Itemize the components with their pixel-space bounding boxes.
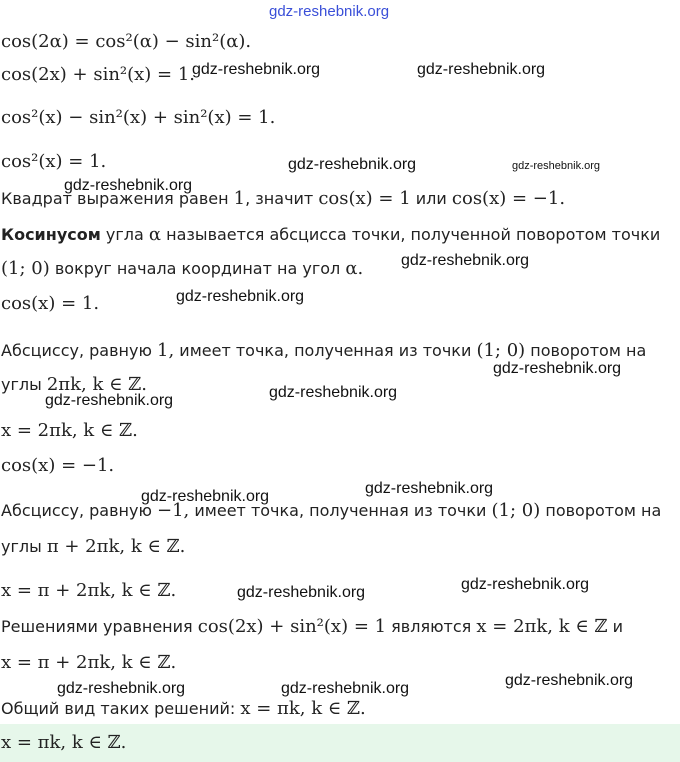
math-segment: 2πk, k ∈ ℤ. [46, 374, 147, 395]
formula-solution-2-repeat: x = π + 2πk, k ∈ ℤ. [1, 652, 177, 673]
term-cosine: Косинусом [1, 225, 101, 244]
text-segment: Решениями уравнения [1, 617, 193, 636]
watermark-text: gdz-reshebnik.org [365, 480, 494, 497]
text-segment: Квадрат выражения равен [1, 189, 229, 208]
formula-double-angle: cos(2α) = cos²(α) − sin²(α). [1, 31, 252, 52]
math-segment: α [148, 224, 162, 245]
text-segment: , значит [245, 189, 314, 208]
text-segment: являются [391, 617, 472, 636]
math-segment: 1 [233, 188, 246, 209]
text-segment: и [612, 617, 624, 636]
math-segment: (1; 0) [491, 500, 541, 521]
formula-solution-2: x = π + 2πk, k ∈ ℤ. [1, 580, 177, 601]
watermark-text: gdz-reshebnik.org [269, 3, 390, 20]
text-segment: Абсциссу, равную [1, 341, 152, 360]
formula-cos-squared: cos²(x) = 1. [1, 151, 107, 172]
text-angles-2 [1, 536, 185, 557]
text-angles-1 [1, 374, 147, 395]
text-segment: имеет точка, полученная из точки [194, 501, 487, 520]
text-segment: Общий вид таких решений: [1, 699, 236, 718]
math-segment: 1, [157, 340, 175, 361]
watermark-text: gdz-reshebnik.org [192, 61, 321, 78]
math-segment: x = πk, k ∈ ℤ. [240, 698, 366, 719]
math-segment: π + 2πk, k ∈ ℤ. [46, 536, 186, 557]
watermark-text: gdz-reshebnik.org [281, 680, 410, 697]
text-segment: углы [1, 537, 42, 556]
text-cosine-definition [1, 224, 660, 245]
watermark-text: gdz-reshebnik.org [512, 160, 601, 172]
watermark-text: gdz-reshebnik.org [417, 61, 546, 78]
text-solutions-summary [1, 616, 623, 637]
formula-substituted: cos²(x) − sin²(x) + sin²(x) = 1. [1, 107, 276, 128]
text-segment: или [415, 189, 447, 208]
formula-equation: cos(2x) + sin²(x) = 1. [1, 64, 196, 85]
math-segment: α. [345, 258, 364, 279]
formula-solution-1: x = 2πk, k ∈ ℤ. [1, 420, 138, 441]
watermark-text: gdz-reshebnik.org [237, 584, 366, 601]
watermark-text: gdz-reshebnik.org [288, 156, 417, 173]
math-segment: cos(2x) + sin²(x) = 1 [197, 616, 387, 637]
text-segment: углы [1, 375, 42, 394]
text-abscissa-minus-1 [1, 500, 661, 521]
text-abscissa-1 [1, 340, 646, 361]
text-square-explanation [1, 188, 565, 209]
text-segment: называется абсцисса точки, полученной поворотом точки [166, 225, 661, 244]
text-segment: поворотом на [545, 501, 662, 520]
watermark-text: gdz-reshebnik.org [269, 384, 398, 401]
math-segment: (1; 0) [476, 340, 526, 361]
text-cosine-definition-cont [1, 258, 363, 279]
math-segment: x = 2πk, k ∈ ℤ [476, 616, 608, 637]
watermark-text: gdz-reshebnik.org [141, 488, 270, 505]
watermark-text: gdz-reshebnik.org [493, 360, 622, 377]
text-segment: имеет точка, полученная из точки [179, 341, 472, 360]
text-segment: угла [105, 225, 144, 244]
answer-box [0, 724, 680, 762]
text-segment: поворотом на [530, 341, 647, 360]
math-segment: (1; 0) [1, 258, 50, 279]
formula-cos-eq-1: cos(x) = 1. [1, 293, 100, 314]
watermark-text: gdz-reshebnik.org [176, 288, 305, 305]
math-segment: cos(x) = −1. [451, 188, 566, 209]
watermark-text: gdz-reshebnik.org [505, 672, 634, 689]
watermark-text: gdz-reshebnik.org [461, 576, 590, 593]
watermark-text: gdz-reshebnik.org [401, 252, 530, 269]
watermark-text: gdz-reshebnik.org [45, 392, 174, 409]
math-segment: cos(x) = 1 [318, 188, 411, 209]
formula-cos-eq-minus-1: cos(x) = −1. [1, 455, 115, 476]
text-segment: вокруг начала координат на угол [54, 259, 341, 278]
watermark-text: gdz-reshebnik.org [57, 680, 186, 697]
watermark-text: gdz-reshebnik.org [64, 177, 193, 194]
answer-formula: x = πk, k ∈ ℤ. [1, 732, 127, 753]
math-segment: −1, [157, 500, 190, 521]
text-general-form [1, 698, 366, 719]
text-segment: Абсциссу, равную [1, 501, 152, 520]
